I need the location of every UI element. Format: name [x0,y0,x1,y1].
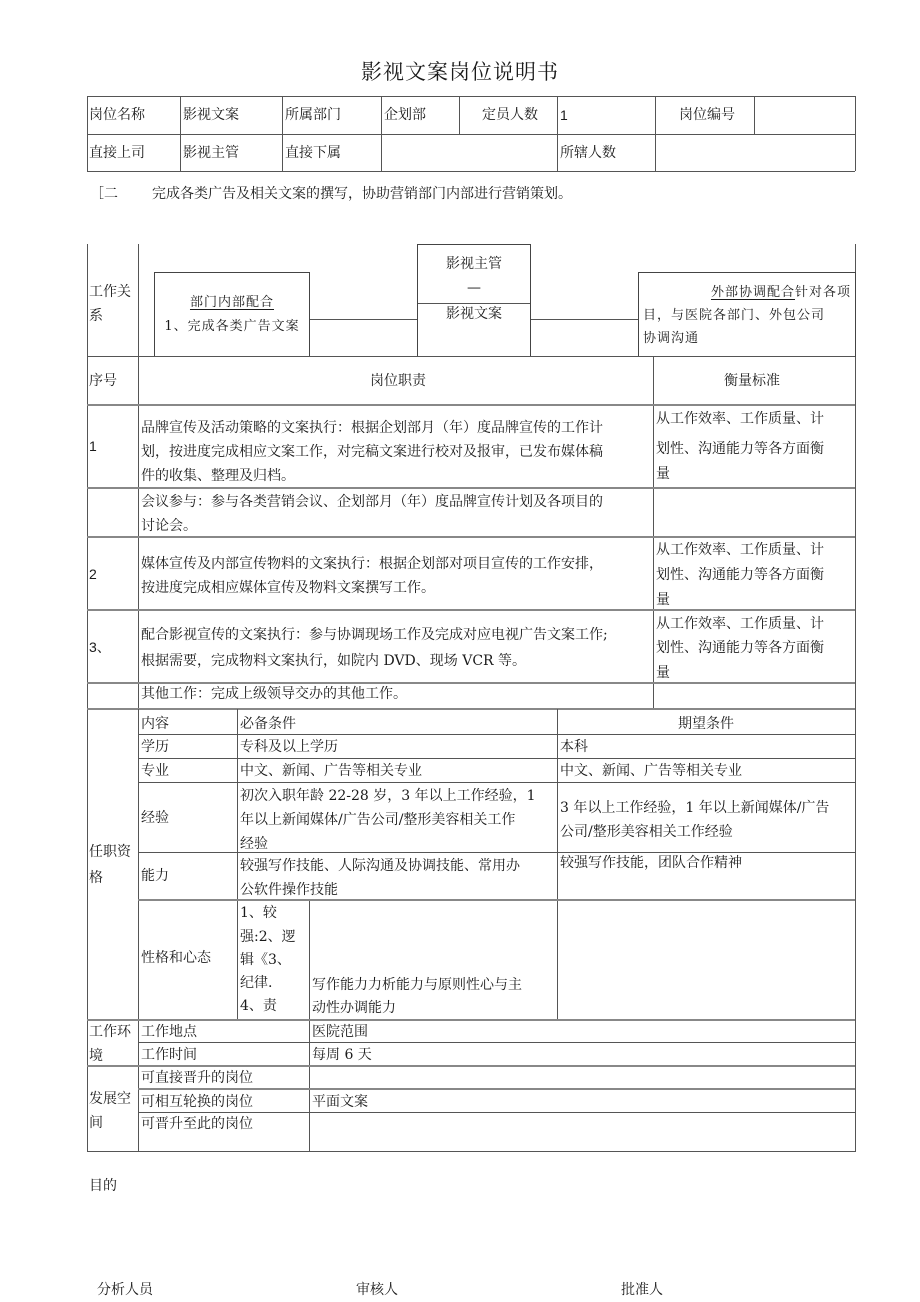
label-managed-count: 所辖人数 [560,145,616,161]
qual-expected-education: 本科 [560,739,588,755]
qual-item-ability: 能力 [141,868,169,884]
measure-text-line: 从工作效率、工作质量、计 [656,542,824,558]
qual-required-short-line: 1、较 [240,905,277,921]
duty-text-line: 会议参与：参与各类营销会议、企划部月（年）度品牌宣传计划及各项目的 [141,494,603,510]
environment-label-1: 工作环 [89,1024,131,1040]
duty-text-line: 品牌宣传及活动策略的文案执行：根据企划部月（年）度品牌宣传的工作计 [141,420,603,436]
duty-text-line: 根据需要，完成物料文案执行，如院内 DVD、现场 VCR 等。 [141,653,527,669]
qual-item-major: 专业 [141,763,169,779]
qual-required-line: 经验 [240,836,268,852]
duty-header-duty: 岗位职责 [370,373,426,389]
label-department: 所属部门 [285,107,341,123]
reviewer-label: 审核人 [356,1282,398,1298]
purpose-marker: ［二 [90,186,118,202]
qual-expected-line: 3 年以上工作经验，1 年以上新闻媒体/广告 [560,800,830,816]
duty-text-line: 配合影视宣传的文案执行：参与协调现场工作及完成对应电视广告文案工作; [141,627,608,643]
duty-text-line: 按进度完成相应媒体宣传及物料文案撰写工作。 [141,580,435,596]
measure-text-line: 量 [656,466,670,482]
duty-text-line: 讨论会。 [141,518,197,534]
env-value-hours: 每周 6 天 [312,1047,372,1063]
dev-item-promote-to: 可直接晋升的岗位 [141,1070,253,1086]
qual-required-education: 专科及以上学历 [240,739,338,755]
qual-required-major: 中文、新闻、广告等相关专业 [240,763,422,779]
label-headcount: 定员人数 [482,107,538,123]
analyst-label: 分析人员 [97,1282,153,1298]
duty-header-measure: 衡量标准 [724,373,780,389]
copywriter-node: 影视文案 [446,306,502,322]
duty-no: 2 [89,566,97,582]
dev-value-rotation: 平面文案 [312,1094,368,1110]
label-position-name: 岗位名称 [89,107,145,123]
qual-item-education: 学历 [141,739,169,755]
value-position-name: 影视文案 [183,107,239,123]
measure-text-line: 划性、沟通能力等各方面衡 [656,441,824,457]
qualifications-label-2: 格 [89,870,103,886]
external-cooperation-title: 外部协调配合 [710,285,795,300]
internal-cooperation-box [154,272,310,357]
qual-item-experience: 经验 [141,810,169,826]
measure-text-line: 划性、沟通能力等各方面衡 [656,640,824,656]
qual-required-short-line: 纪律. [240,975,273,991]
measure-text-line: 量 [656,592,670,608]
connector-dash: — [467,280,481,296]
qual-header-required: 必备条件 [240,716,296,732]
development-label-1: 发展空 [89,1091,131,1107]
qual-item-personality: 性格和心态 [141,950,211,966]
qual-required-short-line: 辑《3、 [240,952,291,968]
duty-text-line: 划，按进度完成相应文案工作，对完稿文案进行校对及报审，已发布媒体稿 [141,444,603,460]
measure-text-line: 量 [656,665,670,681]
measure-text-line: 从工作效率、工作质量、计 [656,411,824,427]
label-position-code: 岗位编号 [679,107,735,123]
work-relations-label-2: 系 [89,308,103,324]
measure-text-line: 划性、沟通能力等各方面衡 [656,567,824,583]
external-cooperation-line3: 协调沟通 [643,331,700,346]
supervisor-node: 影视主管 [446,256,502,272]
qual-required-line: 公软件操作技能 [240,882,338,898]
development-label-2: 间 [89,1115,103,1131]
purpose-text: 完成各类广告及相关文案的撰写，协助营销部门内部进行营销策划。 [152,186,572,202]
qual-required-line: 动性办调能力 [312,1000,396,1016]
org-center-box [417,244,531,357]
qual-required-line: 年以上新闻媒体/广告公司/整形美容相关工作 [240,812,516,828]
qual-required-short-line: 强:2、逻 [240,929,296,945]
duty-header-no: 序号 [89,373,117,389]
qualifications-label-1: 任职资 [89,844,131,860]
work-relations-label-1: 工作关 [89,284,131,300]
duty-text-line: 件的收集、整理及归档。 [141,468,295,484]
qual-expected-line: 公司/整形美容相关工作经验 [560,824,733,840]
value-direct-supervisor: 影视主管 [183,145,239,161]
duty-no: 1 [89,438,97,454]
value-department: 企划部 [384,107,426,123]
duty-text-line: 媒体宣传及内部宣传物料的文案执行：根据企划部对项目宣传的工作安排， [141,556,603,572]
label-direct-subordinate: 直接下属 [285,145,341,161]
env-item-hours: 工作时间 [141,1047,197,1063]
label-direct-supervisor: 直接上司 [89,145,145,161]
external-cooperation-box [638,272,856,357]
purpose-label: 目的 [89,1178,117,1194]
qual-required-line: 写作能力力析能力与原则性心与主 [312,977,522,993]
page-title: 影视文案岗位说明书 [361,60,559,84]
qual-required-line: 较强写作技能、人际沟通及协调技能、常用办 [240,858,520,874]
approver-label: 批准人 [621,1282,663,1298]
internal-cooperation-title: 部门内部配合 [189,295,274,310]
environment-label-2: 境 [89,1048,103,1064]
duty-text-line: 其他工作：完成上级领导交办的其他工作。 [141,686,407,702]
qual-required-short-line: 4、责 [240,998,277,1014]
env-item-location: 工作地点 [141,1024,197,1040]
external-cooperation-line2: 目，与医院各部门、外包公司 [643,308,826,323]
qual-expected-major: 中文、新闻、广告等相关专业 [560,763,742,779]
measure-text-line: 从工作效率、工作质量、计 [656,616,824,632]
qual-header-expected: 期望条件 [678,716,734,732]
env-value-location: 医院范围 [312,1024,368,1040]
value-headcount: 1 [560,107,568,123]
qual-required-line: 初次入职年龄 22-28 岁，3 年以上工作经验，1 [240,788,536,804]
external-cooperation-line1: 外部协调配合针对各项 [710,285,851,300]
qual-header-item: 内容 [141,716,169,732]
internal-cooperation-body: 1、完成各类广告文案 [164,319,300,334]
duty-no: 3、 [89,639,111,655]
dev-item-rotation: 可相互轮换的岗位 [141,1094,253,1110]
dev-item-promote-from: 可晋升至此的岗位 [141,1116,253,1132]
qual-expected-line: 较强写作技能，团队合作精神 [560,855,742,871]
